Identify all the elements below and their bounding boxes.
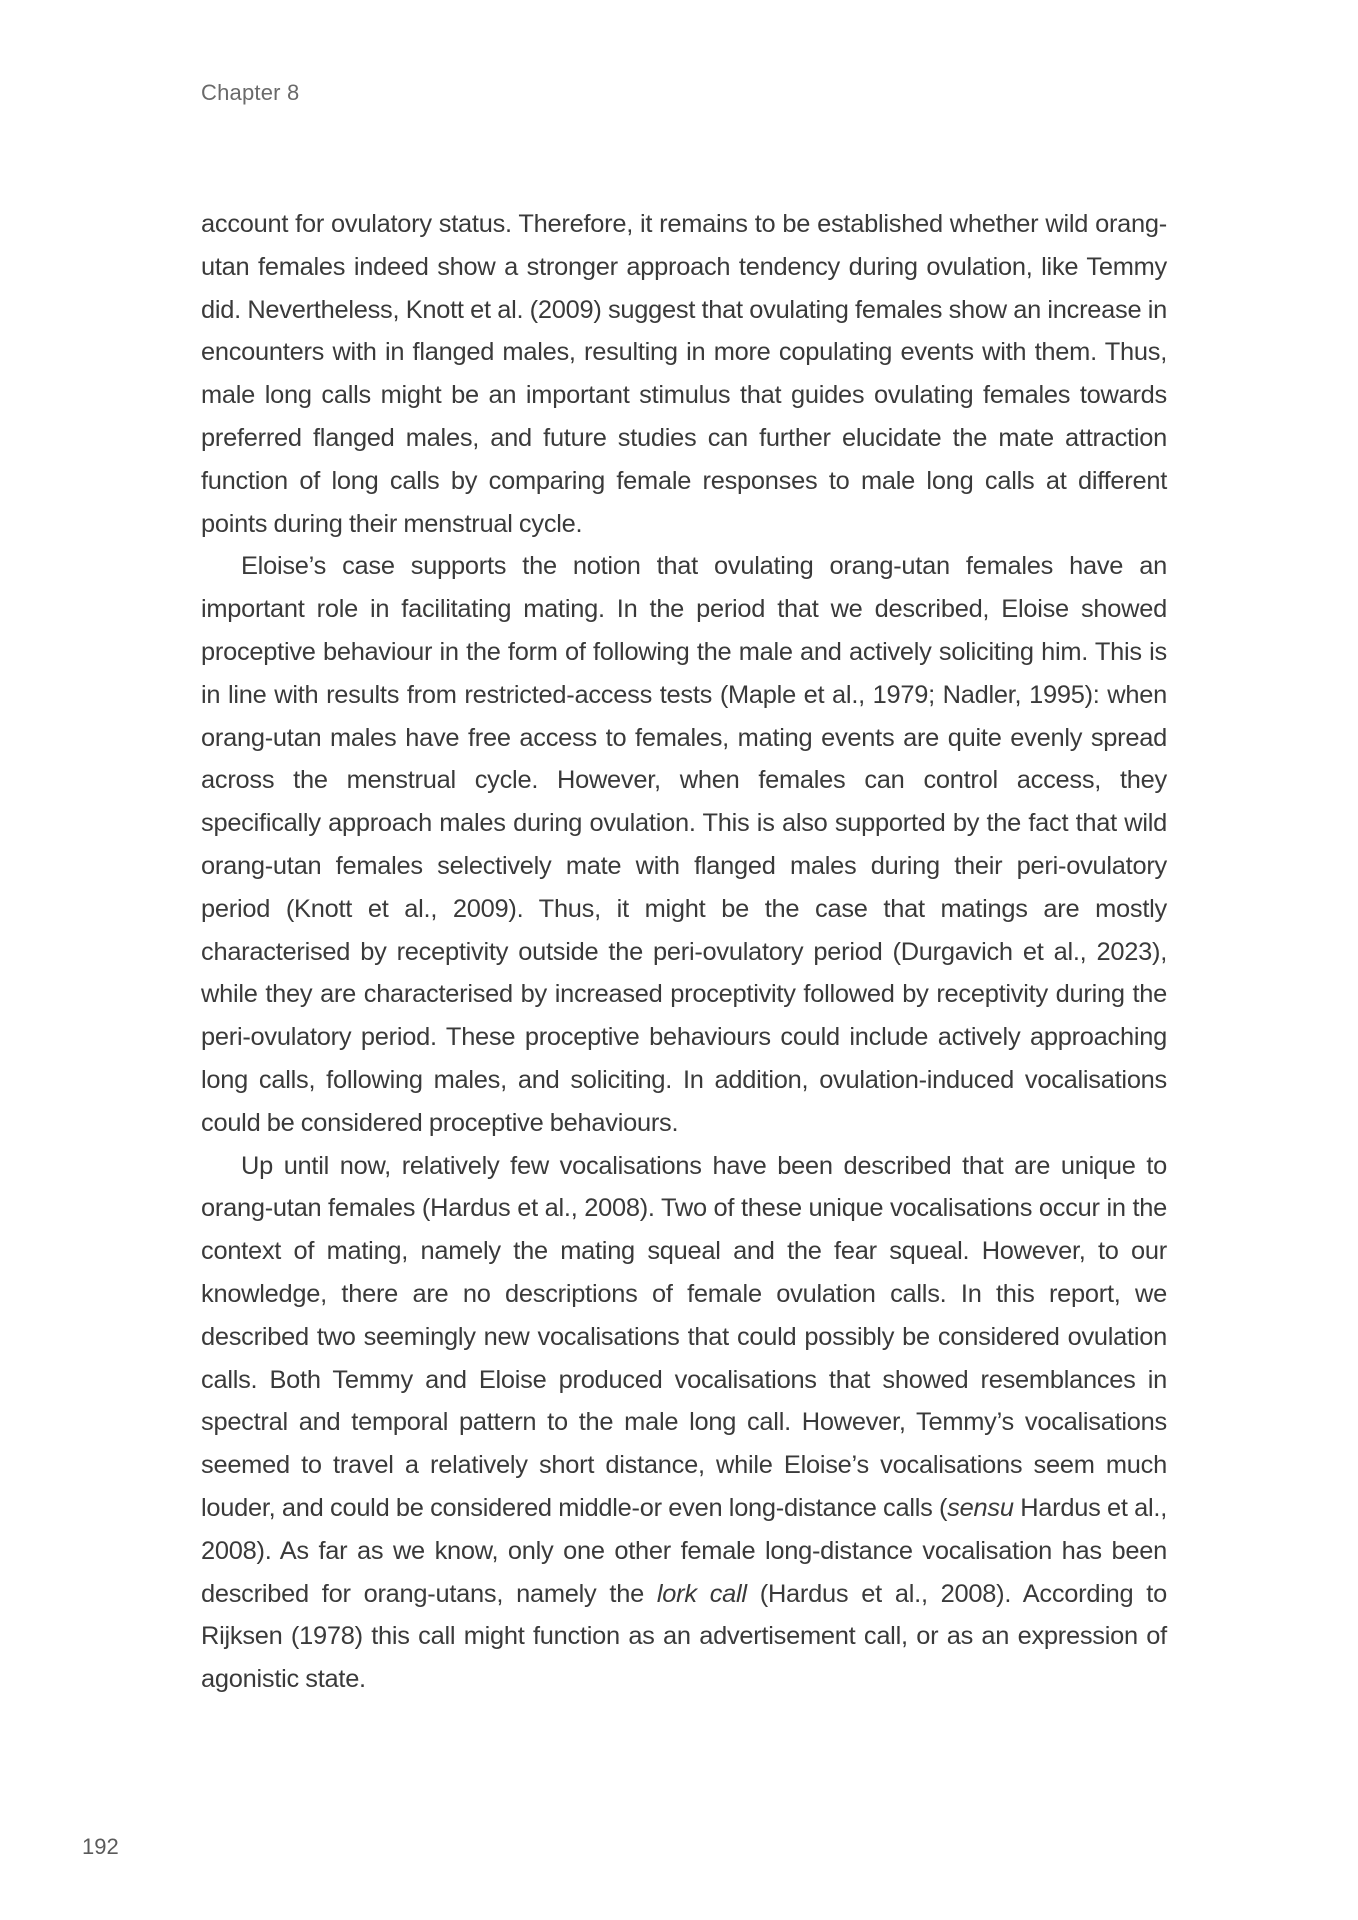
paragraph-3-text-b: Hardus et al., 2008). As far as we know, only one other female long-distance vocalisation has been described for orang-utans, namely the [201, 1493, 1168, 1608]
paragraph-3-text-a: Up until now, relatively few vocalisations have been described that are unique to orang-utan females (Hardus et al., 2008). Two of these unique vocalisations occur in the context of mating, namely the mating squeal and the fear squeal. However, to our knowledge, there are no descriptions of female ovulation calls. In this report, we described two seemingly new vocalisations that could possibly be considered ovulation calls. Both Temmy and Eloise produced vocalisations that showed resemblances in spectral and temporal pattern to the male long call. However, Temmy’s vocalisations seemed to travel a relatively short distance, while Eloise’s vocalisations seem much louder, and could be considered middle-or even long-distance calls ( [201, 1151, 1167, 1522]
paragraph-3-text-c: (Hardus et al., 2008). According to Rijksen (1978) this call might function as an advertisement call, or as an expression of agonistic state. [201, 1579, 1167, 1694]
body-text [201, 203, 1167, 1701]
running-header: Chapter 8 [201, 80, 300, 105]
paragraph-1: account for ovulatory status. Therefore, it remains to be established whether wild orang-utan females indeed show a stronger approach tendency during ovulation, like Temmy did. Nevertheless, Knott et al. (2009) suggest that ovulating females show an increase in encounters with in flanged males, resulting in more copulating events with them. Thus, male long calls might be an important stimulus that guides ovulating females towards preferred flanged males, and future studies can further elucidate the mate attraction function of long calls by comparing female responses to male long calls at different points during their menstrual cycle. [201, 210, 1167, 538]
italic-term-lork-call: lork call [656, 1579, 747, 1608]
page-number: 192 [82, 1834, 119, 1859]
paragraph-3 [201, 1145, 1167, 1701]
paragraph-2: Eloise’s case supports the notion that ovulating orang-utan females have an important role in facilitating mating. In the period that we described, Eloise showed proceptive behaviour in the form of following the male and actively soliciting him. This is in line with results from restricted-access tests (Maple et al., 1979; Nadler, 1995): when orang-utan males have free access to females, mating events are quite evenly spread across the menstrual cycle. However, when females can control access, they specifically approach males during ovulation. This is also supported by the fact that wild orang-utan females selectively mate with flanged males during their peri-ovulatory period (Knott et al., 2009). Thus, it might be the case that matings are mostly characterised by receptivity outside the peri-ovulatory period (Durgavich et al., 2023), while they are characterised by increased proceptivity followed by receptivity during the peri-ovulatory period. These proceptive behaviours could include actively approaching long calls, following males, and soliciting. In addition, ovulation-induced vocalisations could be considered proceptive behaviours. [201, 552, 1167, 1137]
italic-term-sensu: sensu [947, 1493, 1014, 1522]
